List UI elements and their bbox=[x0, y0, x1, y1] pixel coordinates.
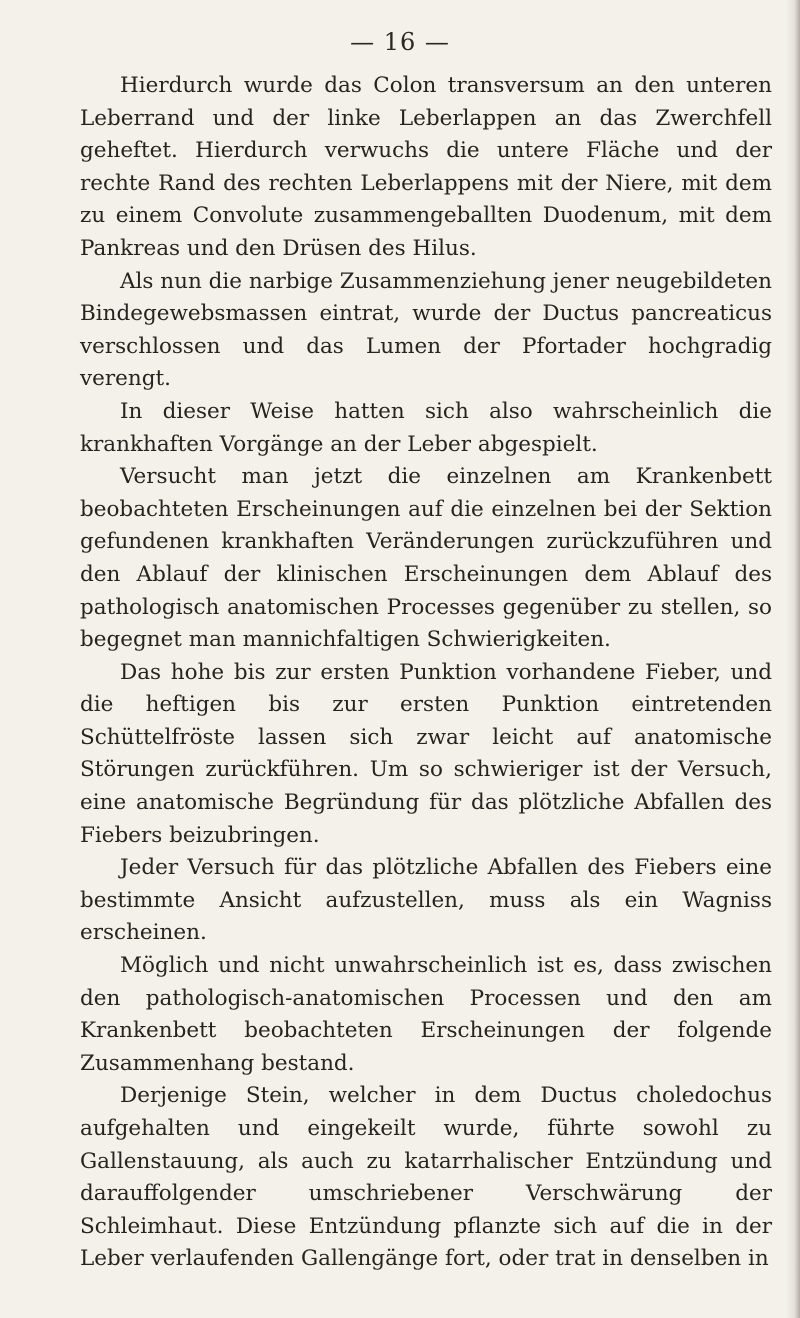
paragraph: Versucht man jetzt die einzelnen am Krankenbett beobachteten Erscheinungen auf die einzelnen bei der Sektion gefundenen krankhaften Veränderungen zurückzuführen und den Ablauf der klinischen Erscheinungen dem Ablauf des pathologisch anatomischen Processes gegenüber zu stellen, so begegnet man mannichfaltigen Schwierigkeiten. bbox=[80, 464, 772, 653]
paragraph: Das hohe bis zur ersten Punktion vorhandene Fieber, und die heftigen bis zur ersten Punktion eintretenden Schüttelfröste lassen sich zwar leicht auf anatomische Störungen zurückführen. Um so schwieriger ist der Versuch, eine anatomische Begründung für das plötzliche Abfallen des Fiebers beizubringen. bbox=[80, 659, 772, 848]
body-text bbox=[80, 70, 772, 1276]
paragraph: Derjenige Stein, welcher in dem Ductus choledochus aufgehalten und eingekeilt wurde, führte sowohl zu Gallenstauung, als auch zu katarrhalischer Entzündung und darauffolgender umschriebener Verschwärung der Schleimhaut. Diese Entzündung pflanzte sich auf die in der Leber verlaufenden Gallengänge fort, oder trat in denselben in bbox=[80, 1083, 772, 1272]
paragraph: Jeder Versuch für das plötzliche Abfallen des Fiebers eine bestimmte Ansicht aufzustellen, muss als ein Wagniss erscheinen. bbox=[80, 855, 772, 946]
page-edge-shadow bbox=[786, 0, 800, 1318]
paragraph: Als nun die narbige Zusammenziehung jener neugebildeten Bindegewebsmassen eintrat, wurde der Ductus pancreaticus verschlossen und das Lumen der Pfortader hochgradig verengt. bbox=[80, 268, 772, 392]
paragraph: Möglich und nicht unwahrscheinlich ist es, dass zwischen den pathologisch-anatomischen Processen und den am Krankenbett beobachteten Erscheinungen der folgende Zusammenhang bestand. bbox=[80, 953, 772, 1076]
paragraph: In dieser Weise hatten sich also wahrscheinlich die krankhaften Vorgänge an der Leber abgespielt. bbox=[80, 398, 772, 457]
page-number-header: — 16 — bbox=[350, 28, 450, 56]
paragraph: Hierdurch wurde das Colon transversum an den unteren Leberrand und der linke Leberlappen an das Zwerchfell geheftet. Hierdurch verwuchs die untere Fläche und der rechte Rand des rechten Leberlappens mit der Niere, mit dem zu einem Convolute zusammengeballten Duodenum, mit dem Pankreas und den Drüsen des Hilus. bbox=[80, 73, 772, 261]
